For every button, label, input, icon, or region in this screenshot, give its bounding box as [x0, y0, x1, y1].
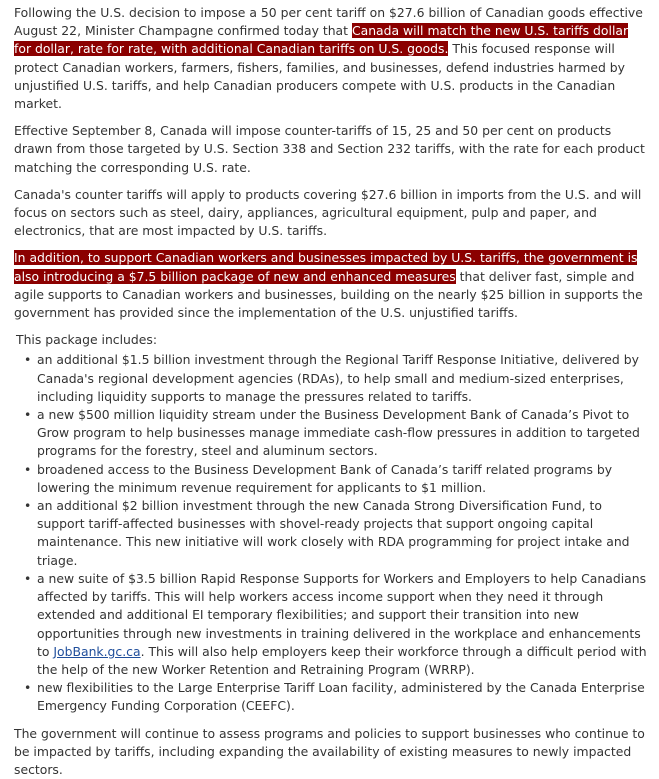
highlighted-text: In addition, to support Canadian workers and businesses impacted by U.S. tariffs, the government is also introducing a $7.5 billion package of new and enhanced measures	[14, 250, 638, 284]
list-item: • a new $500 million liquidity stream under the Business Development Bank of Canada’s Pivot to Grow program to help businesses manage immediate cash-flow pressures in addition to targeted programs for the forestry, steel and aluminum sectors.	[37, 406, 647, 461]
paragraph-text: This focused response will protect Canadian workers, farmers, fishers, families, and businesses, defend industries harmed by unjustified U.S. tariffs, and help Canadian producers compete with U.S. products in the Canadian market.	[14, 41, 625, 112]
list-item: • an additional $1.5 billion investment through the Regional Tariff Response Initiative, delivered by Canada's regional development agencies (RDAs), to help small and medium-sized enterprises, including liquidity supports to manage the pressures related to tariffs.	[37, 351, 647, 406]
paragraph-support-package	[14, 249, 647, 322]
list-item-text: . This will also help employers keep their workforce through a difficult period with the help of the new Worker Retention and Retraining Program (WRRP).	[37, 643, 647, 677]
list-item: • an additional $2 billion investment through the new Canada Strong Diversification Fund, to support tariff-affected businesses with shovel-ready projects that support ongoing capital maintenance. This new initiative will work closely with RDA programming for project intake and triage.	[37, 497, 647, 570]
paragraph-tariff-decision	[14, 4, 647, 113]
paragraph-effective-date: Effective September 8, Canada will impose counter-tariffs of 15, 25 and 50 per cent on products drawn from those targeted by U.S. Section 338 and Section 232 tariffs, with the rate for each product matching the corresponding U.S. rate.	[14, 123, 645, 175]
paragraph-text: that deliver fast, simple and agile supports to Canadian workers and businesses, building on the nearly $25 billion in supports the government has provided since the implementation of the U.S. unjustified tariffs.	[14, 268, 643, 321]
package-intro: This package includes:	[16, 332, 158, 348]
highlighted-text: Canada will match the new U.S. tariffs dollar for dollar, rate for rate, with additional Canadian tariffs on U.S. goods.	[14, 23, 629, 57]
paragraph-text: Following the U.S. decision to impose a 50 per cent tariff on $27.6 billion of Canadian goods effective August 22, Minister Champagne confirmed today that	[14, 5, 643, 39]
list-item: • broadened access to the Business Development Bank of Canada’s tariff related programs by lowering the minimum revenue requirement for applicants to $1 million.	[37, 461, 647, 497]
paragraph-closing: The government will continue to assess programs and policies to support businesses who continue to be impacted by tariffs, including expanding the availability of existing measures to newly impacted sectors.	[14, 725, 645, 777]
package-list	[14, 351, 647, 715]
list-item-text: a new suite of $3.5 billion Rapid Response Supports for Workers and Employers to help Canadians affected by tariffs. This will help workers access income support when they need it through extended and additional EI temporary flexibilities; and support their transition into new opportunities through new investments in training delivered in the workplace and enhancements to	[37, 570, 647, 659]
list-item: • new flexibilities to the Large Enterprise Tariff Loan facility, administered by the Canada Enterprise Emergency Funding Corporation (CEEFC).	[37, 679, 647, 715]
paragraph-counter-tariffs: Canada's counter tariffs will apply to products covering $27.6 billion in imports from the U.S. and will focus on sectors such as steel, dairy, appliances, agricultural equipment, pulp and paper, and electronics, that are most impacted by U.S. tariffs.	[14, 186, 642, 239]
list-item	[37, 570, 647, 679]
jobbank-link[interactable]: JobBank.gc.ca	[53, 643, 141, 659]
